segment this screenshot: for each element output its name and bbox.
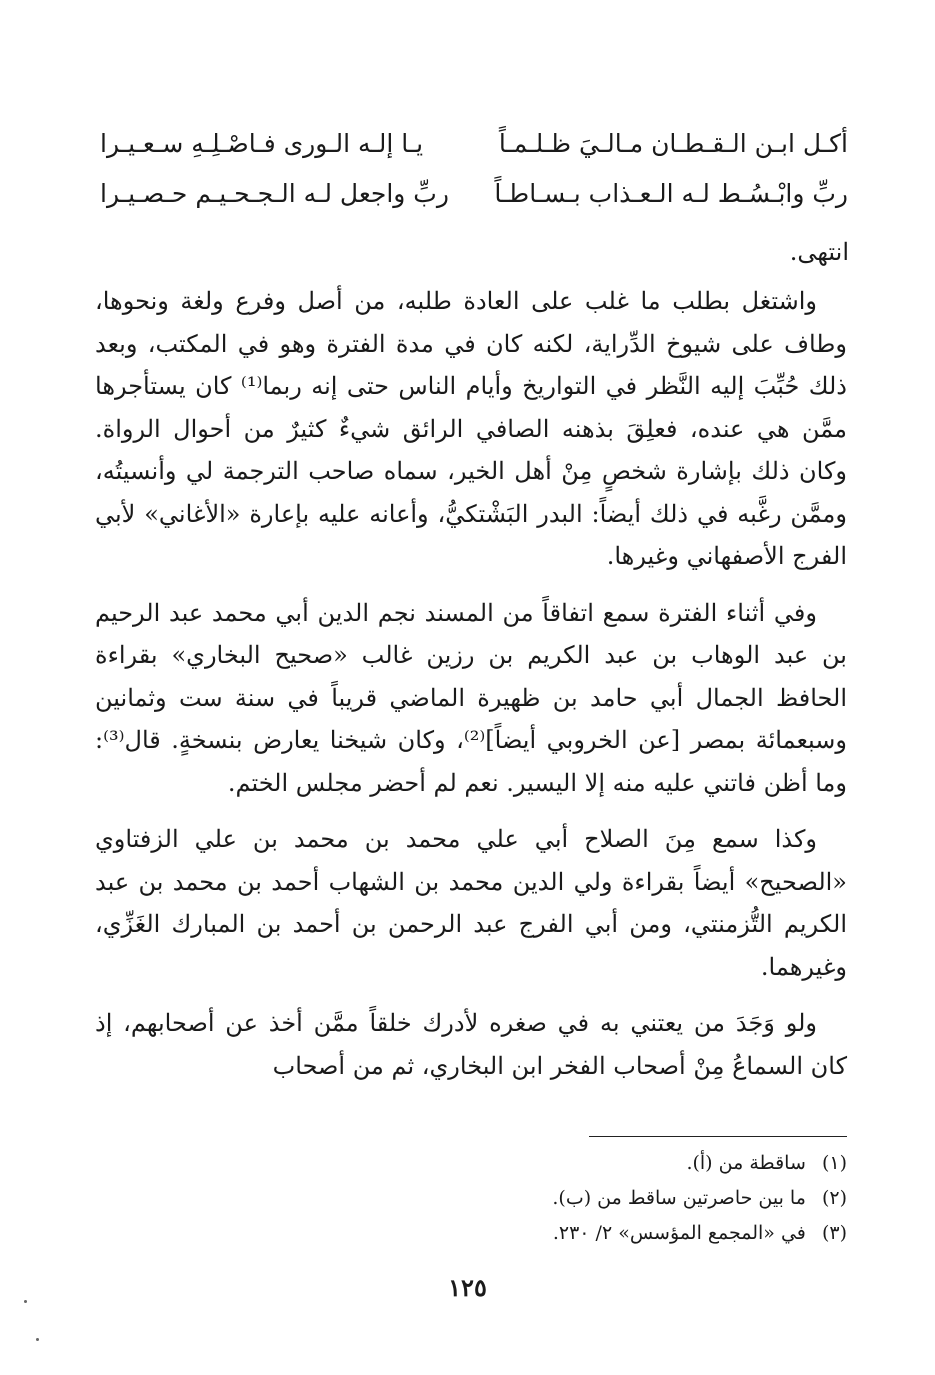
footnote-number: (٣): [821, 1222, 847, 1244]
end-of-quote-marker: انتهى.: [789, 238, 849, 266]
page-number: ١٢٥: [448, 1273, 487, 1302]
verse-line-2: [100, 168, 848, 218]
footnote-text: ساقطة من (أ).: [686, 1152, 806, 1174]
footnote-number: (١): [821, 1152, 847, 1174]
footnote-text: ما بين حاصرتين ساقط من (ب).: [552, 1187, 806, 1209]
scan-speck: [36, 1338, 39, 1341]
verse-2-first-hemistich: ربِّ وابْـسُـط لـه الـعـذاب بـسـاطـاً: [494, 178, 848, 208]
paragraph: واشتغل بطلب ما غلب على العادة طلبه، من أصل وفرع ولغة ونحوها، وطاف على شيوخ الدِّراية، لكنه كان في مدة الفترة وهو في المكتب، وبعد ذلك حُبِّبَ إليه النَّظر في التواريخ وأيام الناس حتى إنه ربما⁽¹⁾ كان يستأجرها ممَّن هي عنده، فعلِقَ بذهنه الصافي الرائق شيءٌ كثيرٌ من أحوال الرواة. وكان ذلك بإشارة شخصٍ مِنْ أهل الخير، سماه صاحب الترجمة لي وأنسيتُه، وممَّن رغَّبه في ذلك أيضاً: البدر البَشْتكيُّ، وأعانه عليه بإعارة «الأغاني» لأبي الفرج الأصفهاني وغيرها.: [95, 287, 847, 570]
paragraph: ولو وَجَدَ من يعتني به في صغره لأدرك خلقاً ممَّن أخذ عن أصحابهم، إذ كان السماعُ مِنْ أصحاب الفخر ابن البخاري، ثم من أصحاب: [95, 1009, 847, 1080]
verse-1-second-hemistich: يـا إلـه الـورى فـاصْـلِـهِ سـعـيـرا: [100, 128, 424, 158]
footnote-text: في «المجمع المؤسس» ٢/ ٢٣٠.: [552, 1222, 806, 1244]
verse-line-1: [100, 118, 848, 168]
scan-speck: [24, 1300, 27, 1303]
footnote-2: [347, 1181, 847, 1216]
footnote-1: [347, 1146, 847, 1181]
poem-verses: [100, 118, 848, 218]
verse-2-second-hemistich: ربِّ واجعل لـه الـجـحـيـم حـصـيـرا: [100, 178, 449, 208]
footnote-separator: [589, 1136, 847, 1137]
footnote-3: [347, 1216, 847, 1251]
main-text: [95, 280, 847, 1101]
footnotes: [347, 1146, 847, 1251]
footnote-number: (٢): [821, 1187, 847, 1209]
paragraph: وفي أثناء الفترة سمع اتفاقاً من المسند نجم الدين أبي محمد عبد الرحيم بن عبد الوهاب بن عبد الكريم بن رزين غالب «صحيح البخاري» بقراءة الحافظ الجمال أبي حامد بن ظهيرة الماضي قريباً في سنة ست وثمانين وسبعمائة بمصر [عن الخروبي أيضاً]⁽²⁾، وكان شيخنا يعارض بنسخةٍ. قال⁽³⁾: وما أظن فاتني عليه منه إلا اليسير. نعم لم أحضر مجلس الختم.: [95, 598, 847, 797]
verse-1-first-hemistich: أكـل ابـن الـقـطـان مـالـيَ ظـلـمـاً: [498, 128, 848, 158]
paragraph: وكذا سمع مِنَ الصلاح أبي علي محمد بن محمد بن علي الزفتاوي «الصحيح» أيضاً بقراءة ولي الدين محمد بن الشهاب أحمد بن محمد بن عبد الكريم التُّزمنتي، ومن أبي الفرج عبد الرحمن بن أحمد بن المبارك الغَزِّي، وغيرهما.: [95, 825, 848, 981]
